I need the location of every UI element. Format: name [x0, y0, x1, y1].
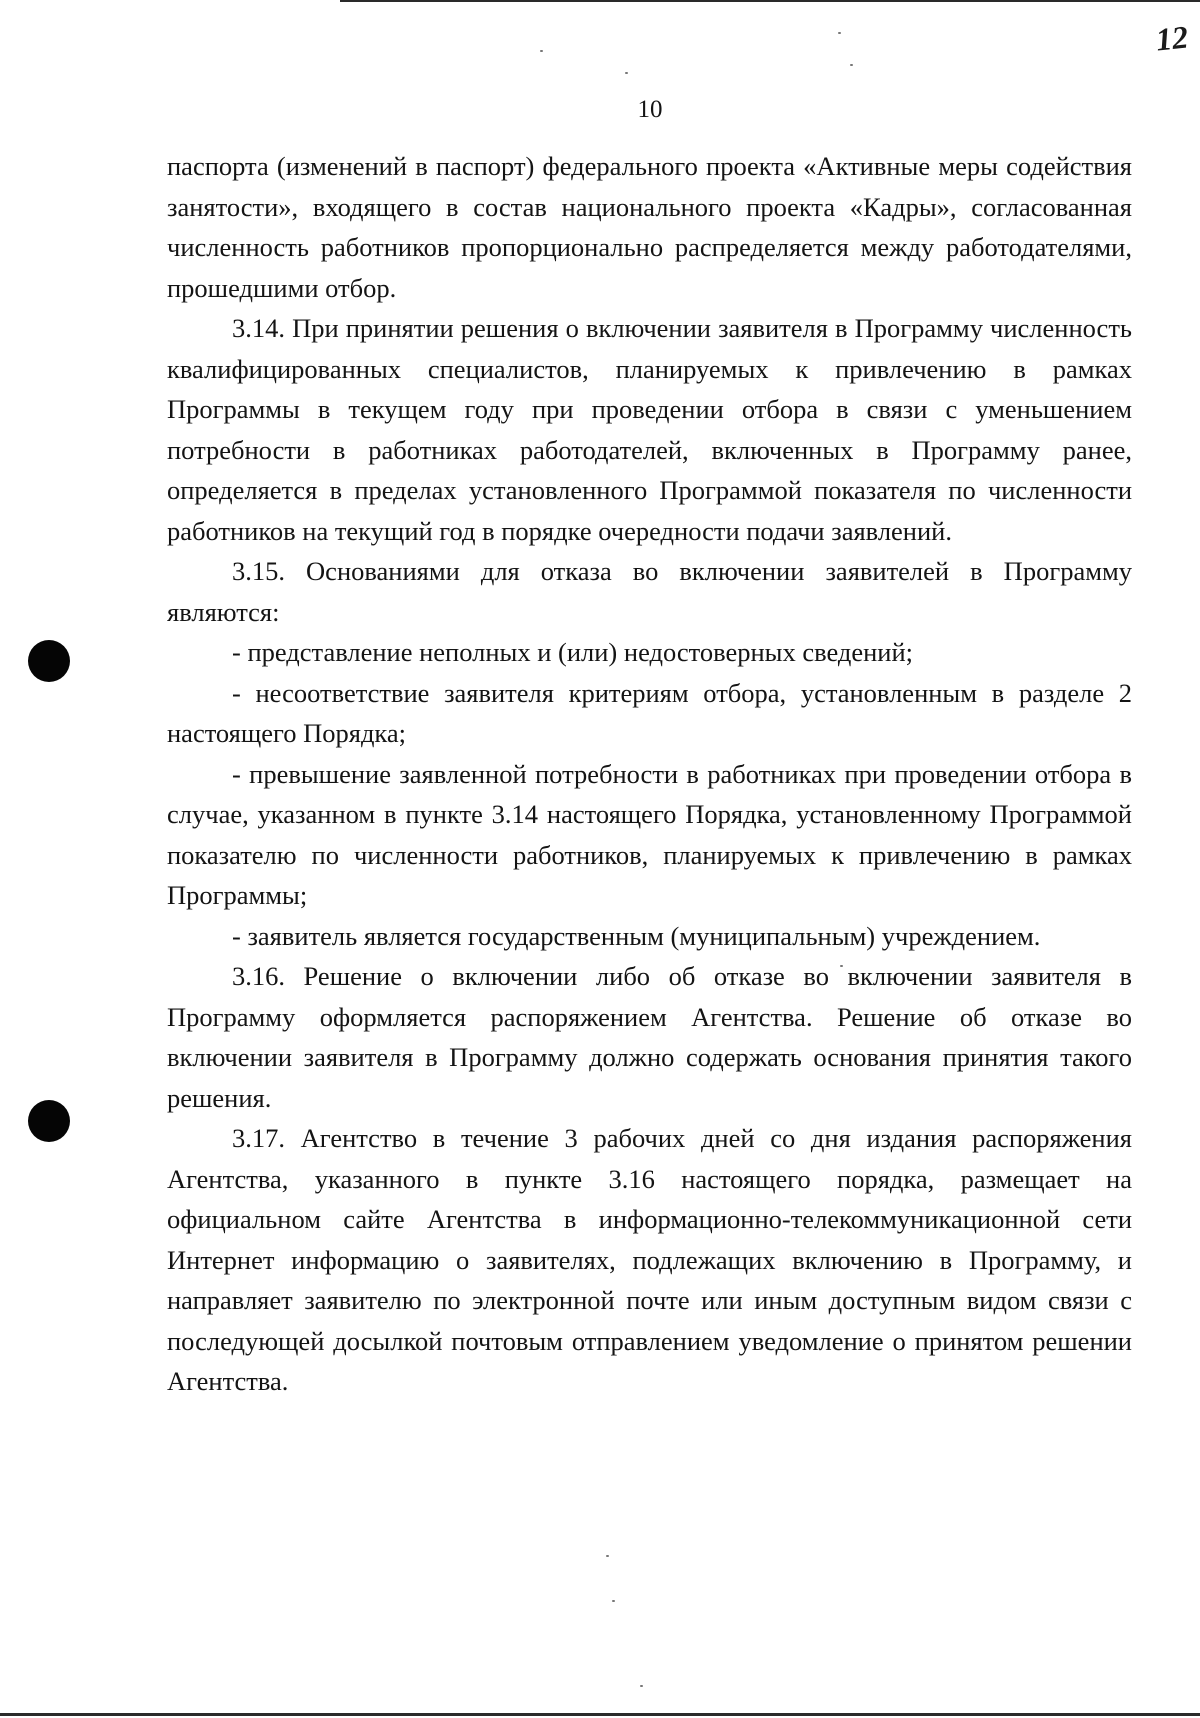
paragraph-3-16: 3.16. Решение о включении либо об отказе во включении заявителя в Программу оформляется распоряжением Агентства. Решение об отказе во включении заявителя в Программу должно содержать основания принятия такого решения.	[167, 961, 1132, 1113]
scan-speck	[612, 1600, 615, 1602]
scan-speck	[850, 64, 853, 66]
list-item-state-institution: - заявитель является государственным (муниципальным) учреждением.	[232, 920, 1041, 951]
list-item-excess-demand: - превышение заявленной потребности в работниках при проведении отбора в случае, указанном в пункте 3.14 настоящего Порядка, установленному Программой показателю по численности работников, планируемых к привлечению в рамках Программы;	[167, 758, 1132, 910]
punch-hole-lower	[28, 1100, 70, 1142]
paragraph-3-15: 3.15. Основаниями для отказа во включении заявителей в Программу являются:	[167, 556, 1132, 627]
scan-speck	[625, 72, 628, 74]
list-item-incomplete-info: - представление неполных и (или) недостоверных сведений;	[232, 637, 914, 667]
scan-speck	[540, 50, 543, 52]
handwritten-sheet-number: 12	[1154, 18, 1190, 58]
scan-edge-top	[340, 0, 1200, 2]
scan-speck	[640, 1685, 643, 1687]
punch-hole-upper	[28, 640, 70, 682]
list-item-criteria-mismatch: - несоответствие заявителя критериям отбора, установленным в разделе 2 настоящего Порядка;	[167, 677, 1132, 748]
scan-speck	[838, 32, 841, 34]
document-body	[167, 146, 1132, 1402]
scan-speck	[606, 1555, 609, 1557]
paragraph-3-17: 3.17. Агентство в течение 3 рабочих дней со дня издания распоряжения Агентства, указанного в пункте 3.16 настоящего порядка, размещает на официальном сайте Агентства в информационно-телекоммуникационной сети Интернет информацию о заявителях, подлежащих включению в Программу, и направляет заявителю по электронной почте или иным доступным видом связи с последующей досылкой почтовым отправлением уведомление о принятом решении Агентства.	[167, 1123, 1132, 1396]
scan-edge-bottom	[0, 1713, 1200, 1716]
paragraph-continuation: паспорта (изменений в паспорт) федерального проекта «Активные меры содействия занятости», входящего в состав национального проекта «Кадры», согласованная численность работников пропорционально распределяется между работодателями, прошедшими отбор.	[167, 151, 1132, 303]
paragraph-3-14: 3.14. При принятии решения о включении заявителя в Программу численность квалифицированных специалистов, планируемых к привлечению в рамках Программы в текущем году при проведении отбора в связи с уменьшением потребности в работниках работодателей, включенных в Программу ранее, определяется в пределах установленного Программой показателя по численности работников на текущий год в порядке очередности подачи заявлений.	[167, 313, 1132, 546]
page-number: 10	[637, 96, 663, 123]
